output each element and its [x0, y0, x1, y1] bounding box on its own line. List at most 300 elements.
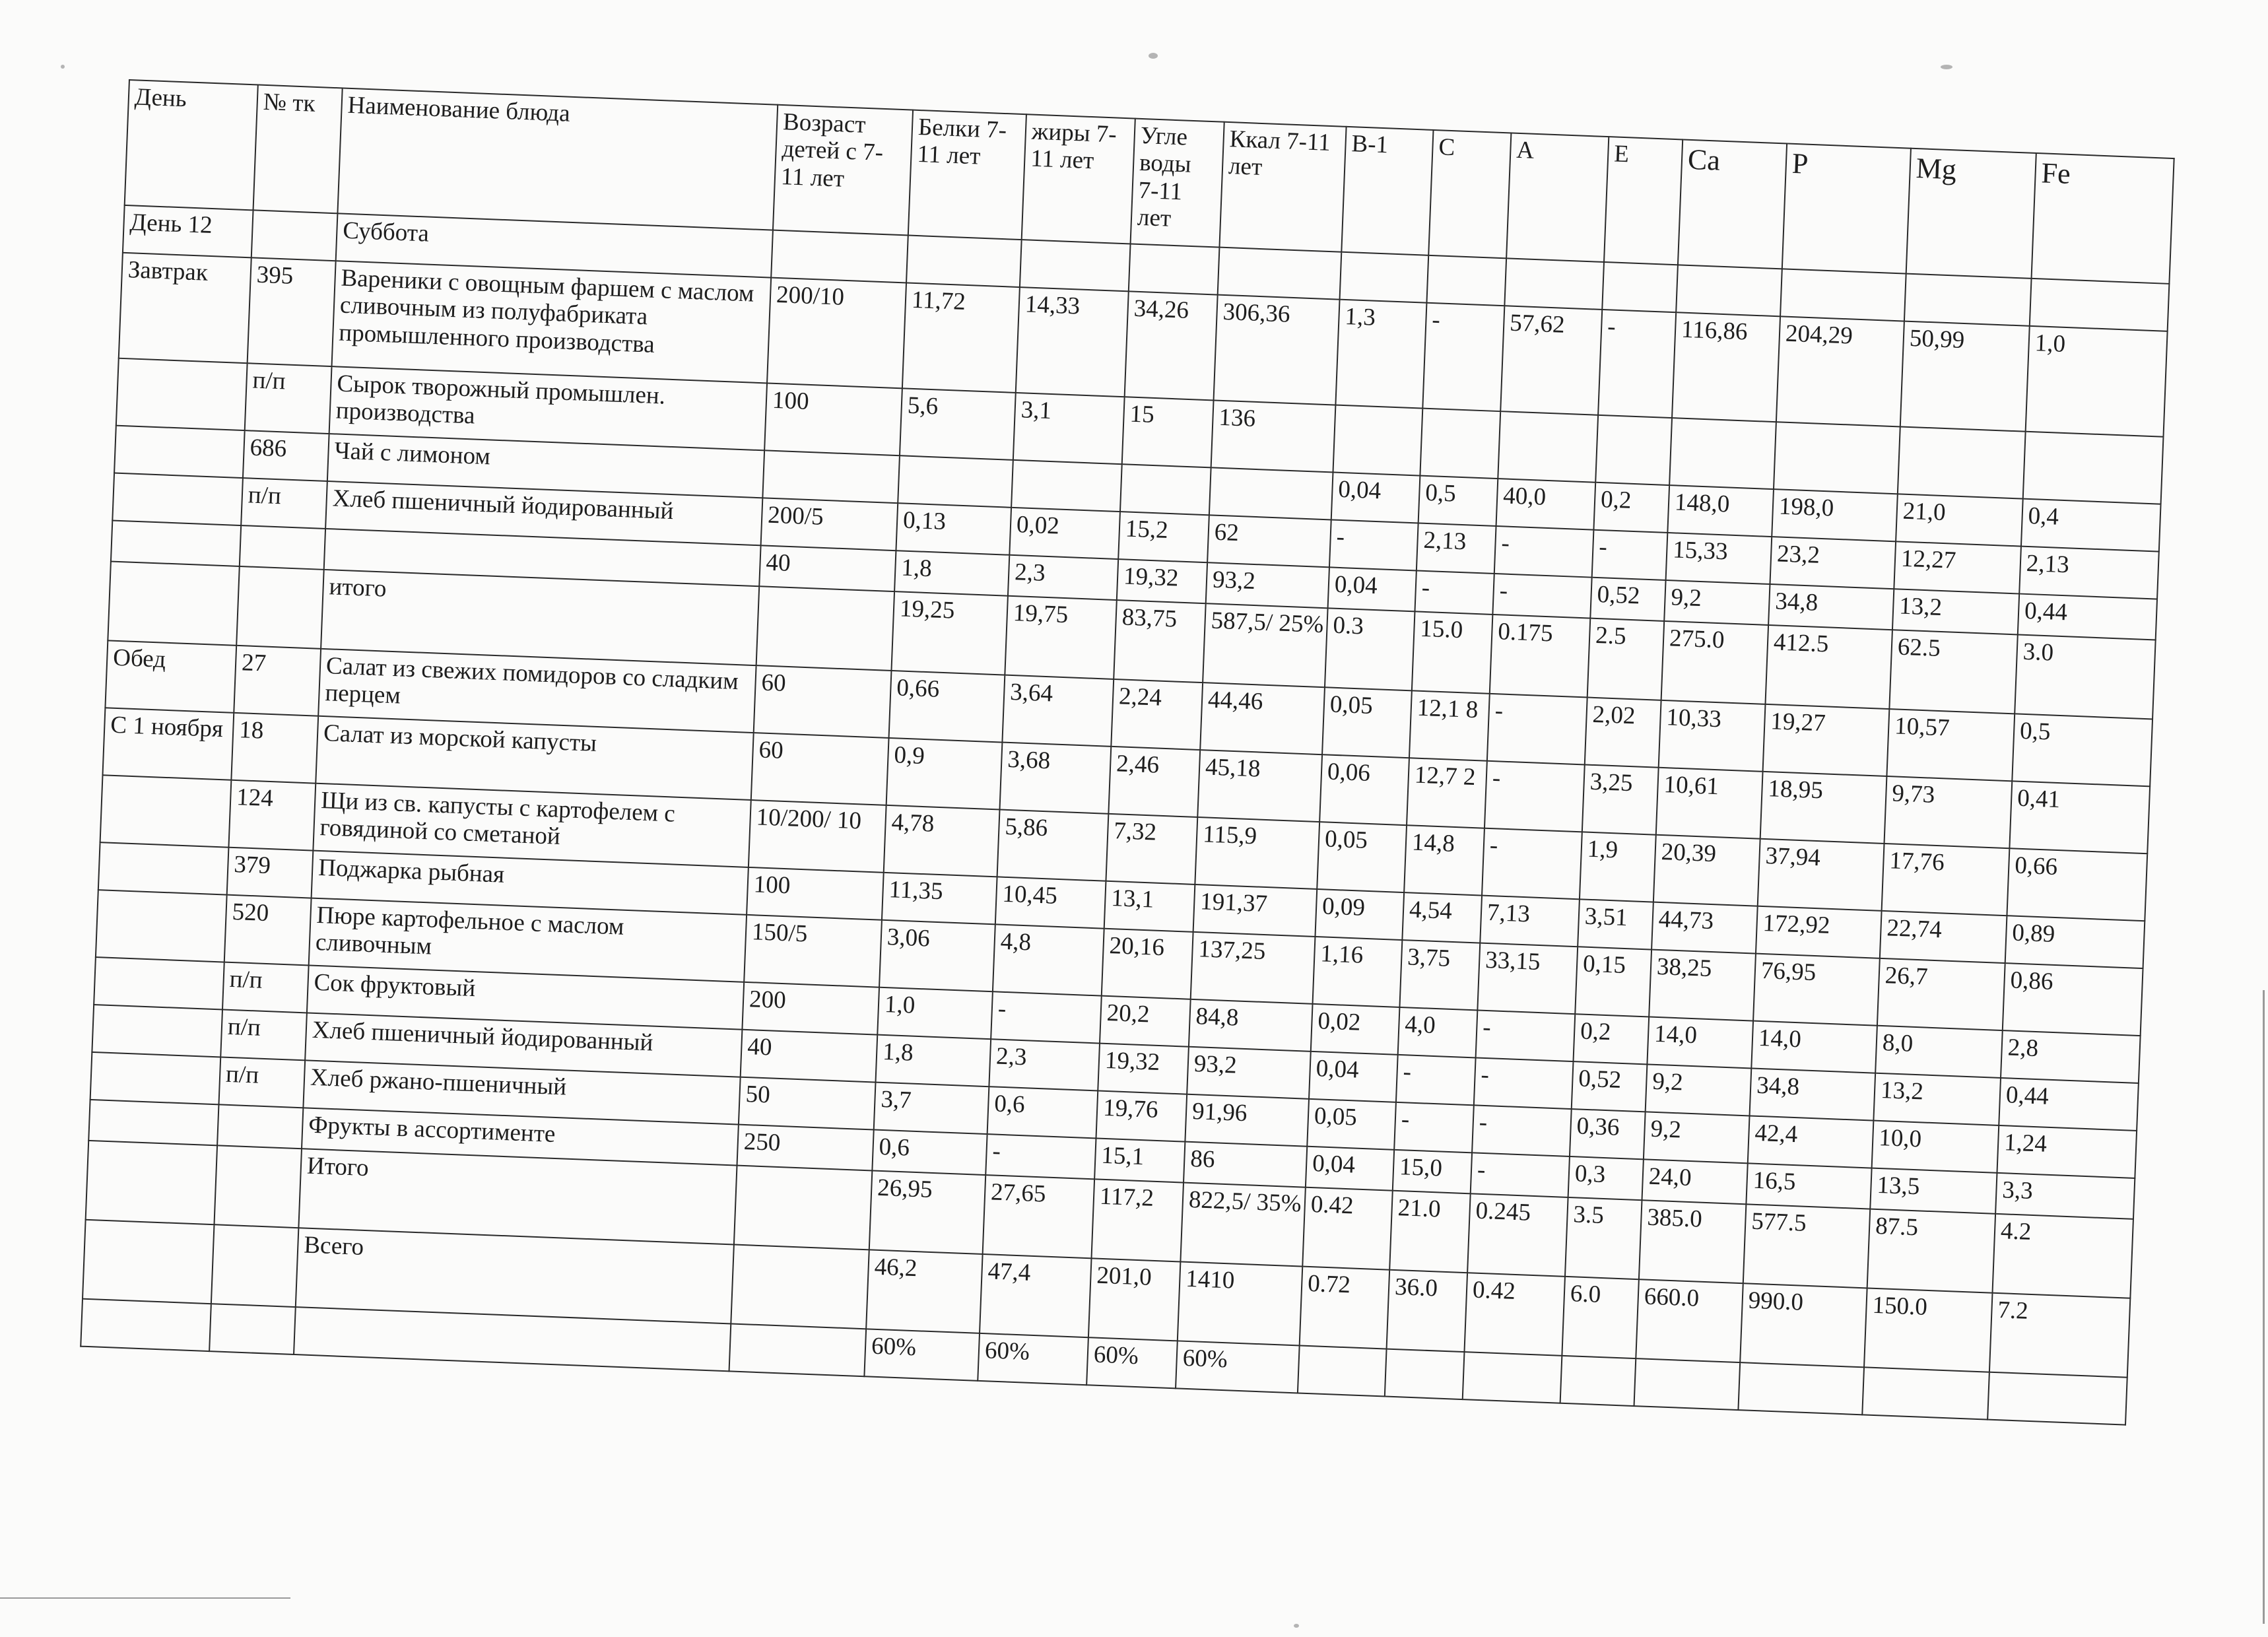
cell-protein: 0,9 — [886, 738, 1003, 810]
day-empty — [1676, 265, 1782, 316]
day-empty — [1904, 274, 2032, 326]
cell-dish: Фрукты в ассортименте — [302, 1108, 739, 1165]
cell-a: 33,15 — [1477, 943, 1578, 1015]
cell-day — [90, 1052, 221, 1104]
cell-c — [1420, 409, 1500, 479]
cell-dish: Хлеб пшеничный йодированный — [325, 481, 762, 545]
cell-c: 14,8 — [1404, 825, 1484, 895]
day-empty — [1504, 258, 1604, 310]
cell-c: - — [1396, 1055, 1476, 1105]
cell-b1: 0,06 — [1319, 754, 1409, 825]
cell-dish: Щи из св. капусты с картофелем с говядиной со сметаной — [313, 784, 750, 867]
cell-ca: 10,61 — [1656, 768, 1763, 839]
cell-ca: 116,86 — [1672, 312, 1780, 422]
cell-ca: 275.0 — [1661, 621, 1768, 704]
header-carb: Угле воды 7-11 лет — [1131, 119, 1224, 248]
cell-carb: 19,76 — [1096, 1090, 1187, 1141]
menu-sheet — [80, 79, 2174, 1426]
cell-fe: 0,86 — [2003, 963, 2143, 1036]
cell-day — [108, 561, 239, 645]
scan-edge-bottom — [0, 1597, 290, 1599]
cell-protein: 11,72 — [902, 283, 1020, 392]
cell-e: 6.0 — [1562, 1277, 1639, 1358]
cell-day — [111, 521, 241, 566]
cell-tk — [240, 525, 325, 570]
cell-c: - — [1422, 303, 1504, 411]
cell-carb: 15,1 — [1094, 1138, 1185, 1182]
cell-p: 18,95 — [1760, 772, 1887, 844]
cell-protein: 11,35 — [882, 873, 997, 925]
cell-day — [81, 1299, 211, 1351]
cell-mg: 13,5 — [1870, 1168, 1997, 1214]
cell-carb: 19,32 — [1098, 1044, 1189, 1094]
cell-kcal: 115,9 — [1195, 817, 1319, 889]
cell-p: 34,8 — [1768, 584, 1894, 630]
cell-dish: Всего — [296, 1228, 734, 1323]
cell-b1: 0,05 — [1307, 1099, 1396, 1150]
cell-fat: 60% — [978, 1333, 1088, 1385]
cell-e: 3,25 — [1582, 764, 1659, 834]
header-b1: В-1 — [1341, 127, 1433, 255]
cell-fe: 1,24 — [1997, 1125, 2137, 1178]
header-tk: № тк — [253, 85, 343, 214]
cell-fe — [1987, 1372, 2127, 1425]
day-empty — [771, 230, 908, 283]
cell-a: - — [1472, 1105, 1572, 1156]
cell-kcal: 91,96 — [1185, 1094, 1309, 1147]
cell-protein: 46,2 — [866, 1250, 982, 1333]
cell-age: 100 — [747, 867, 884, 920]
cell-fe: 0,41 — [2009, 781, 2150, 853]
cell-e: 0,2 — [1573, 1014, 1649, 1064]
cell-fe: 0,4 — [2021, 499, 2161, 552]
cell-carb: 2,24 — [1111, 679, 1203, 750]
cell-tk: п/п — [222, 962, 309, 1013]
cell-fe: 2,8 — [2001, 1030, 2141, 1083]
cell-p: 37,94 — [1758, 839, 1884, 911]
cell-c: 2,13 — [1417, 523, 1496, 573]
cell-c: 15,0 — [1393, 1150, 1472, 1193]
cell-p: 577.5 — [1743, 1204, 1870, 1288]
cell-a: - — [1484, 761, 1585, 832]
cell-c: 4,0 — [1398, 1007, 1478, 1057]
cell-tk: 379 — [227, 848, 314, 898]
cell-tk — [214, 1145, 302, 1228]
cell-kcal: 93,2 — [1206, 562, 1329, 608]
cell-fat: 19,75 — [1005, 596, 1116, 679]
cell-kcal: 306,36 — [1214, 295, 1340, 405]
day-empty — [906, 236, 1022, 288]
cell-p: 172,92 — [1756, 906, 1882, 958]
cell-fat: 3,1 — [1013, 393, 1125, 464]
cell-dish: итого — [321, 570, 759, 665]
cell-tk: 395 — [248, 257, 336, 366]
cell-protein: 1,8 — [876, 1035, 991, 1087]
cell-tk: п/п — [220, 1009, 307, 1060]
cell-p: 76,95 — [1753, 954, 1880, 1026]
day-empty — [1020, 240, 1131, 291]
cell-carb: 201,0 — [1088, 1258, 1181, 1341]
cell-fe: 0,44 — [2018, 594, 2157, 640]
cell-mg: 10,57 — [1886, 709, 2015, 781]
cell-kcal: 137,25 — [1191, 932, 1316, 1004]
cell-protein: 0,66 — [889, 671, 1005, 743]
cell-e: 0,2 — [1593, 483, 1669, 533]
cell-ca: 148,0 — [1667, 485, 1774, 537]
cell-day: Завтрак — [119, 253, 251, 363]
cell-age: 50 — [739, 1077, 876, 1130]
cell-ca — [1634, 1358, 1741, 1410]
cell-carb: 15,2 — [1118, 512, 1209, 562]
cell-c: 12,7 2 — [1407, 758, 1487, 828]
cell-fat: 2,3 — [1008, 555, 1118, 600]
cell-tk — [209, 1304, 296, 1354]
cell-p: 412.5 — [1765, 625, 1892, 709]
cell-c: - — [1415, 570, 1494, 614]
cell-fat: - — [991, 991, 1102, 1043]
cell-protein: 1,0 — [877, 987, 993, 1040]
cell-b1: 0.42 — [1302, 1187, 1393, 1270]
cell-age — [756, 586, 894, 671]
cell-b1: 0,04 — [1328, 567, 1417, 611]
header-day: День — [125, 80, 258, 210]
cell-dish: Хлеб пшеничный йодированный — [305, 1013, 742, 1077]
cell-mg: 9,73 — [1884, 776, 2013, 848]
cell-age: 200/5 — [761, 498, 898, 551]
cell-mg: 13,2 — [1873, 1073, 2001, 1125]
cell-c: 21.0 — [1389, 1191, 1471, 1273]
cell-dish: Салат из свежих помидоров со сладким перцем — [318, 649, 756, 733]
cell-kcal: 84,8 — [1189, 999, 1313, 1052]
day-empty — [1426, 255, 1506, 306]
cell-ca: 20,39 — [1653, 835, 1760, 906]
cell-day — [114, 426, 245, 478]
cell-age: 100 — [764, 383, 902, 455]
cell-b1: 1,16 — [1313, 937, 1403, 1007]
cell-fat: 27,65 — [983, 1175, 1094, 1258]
cell-ca: 660.0 — [1636, 1279, 1743, 1362]
cell-b1: - — [1329, 519, 1418, 570]
cell-day: С 1 ноября — [103, 708, 234, 780]
cell-dish: Вареники с овощным фаршем с маслом сливочным из полуфабриката промышленного производства — [332, 261, 772, 383]
cell-kcal: 62 — [1207, 515, 1331, 567]
cell-e: 0,3 — [1568, 1156, 1644, 1200]
cell-b1: 1,3 — [1335, 300, 1426, 409]
cell-e: 3.5 — [1565, 1197, 1642, 1279]
cell-tk — [211, 1224, 299, 1307]
cell-carb: 34,26 — [1125, 291, 1218, 400]
cell-kcal: 136 — [1211, 400, 1336, 472]
cell-protein: 5,6 — [900, 388, 1016, 460]
cell-age: 200 — [742, 982, 879, 1035]
cell-kcal: 93,2 — [1187, 1047, 1311, 1099]
cell-carb: 15 — [1122, 397, 1214, 467]
cell-carb: 83,75 — [1114, 600, 1206, 683]
cell-b1: 0.3 — [1325, 608, 1415, 690]
cell-fe: 1,0 — [2026, 326, 2168, 437]
cell-age: 60 — [754, 665, 892, 738]
cell-mg: 10,0 — [1872, 1121, 1999, 1173]
cell-fat: 10,45 — [995, 877, 1106, 928]
cell-mg: 12,27 — [1894, 541, 2021, 593]
header-c: С — [1428, 130, 1511, 258]
cell-e: 0,52 — [1590, 578, 1665, 621]
cell-protein: 0,6 — [872, 1130, 987, 1176]
cell-ca: 9,2 — [1646, 1064, 1752, 1116]
cell-carb: 20,16 — [1102, 929, 1193, 999]
cell-fe: 0,5 — [2012, 714, 2152, 786]
cell-mg: 22,74 — [1880, 911, 2007, 963]
cell-a: 40,0 — [1496, 479, 1596, 530]
cell-fe: 3.0 — [2015, 634, 2155, 719]
cell-a: 7,13 — [1480, 896, 1580, 947]
cell-kcal: 86 — [1184, 1142, 1307, 1187]
cell-fat: 2,3 — [989, 1039, 1100, 1090]
cell-age: 40 — [741, 1030, 878, 1083]
header-kcal: Ккал 7-11 лет — [1219, 122, 1346, 252]
cell-kcal: 587,5/ 25% — [1203, 603, 1327, 687]
header-fat: жиры 7-11 лет — [1022, 114, 1135, 244]
cell-tk: п/п — [245, 363, 332, 434]
cell-carb: 2,46 — [1108, 747, 1200, 817]
cell-a — [1498, 411, 1598, 483]
cell-mg — [1898, 426, 2026, 498]
header-a: А — [1506, 133, 1609, 262]
cell-mg: 87.5 — [1867, 1209, 1995, 1293]
cell-protein: 26,95 — [869, 1170, 985, 1254]
cell-p — [1738, 1362, 1864, 1415]
cell-fat: 3,64 — [1002, 675, 1114, 747]
cell-b1: 0,05 — [1317, 822, 1407, 892]
cell-day — [88, 1100, 218, 1145]
cell-c: 4,54 — [1402, 892, 1482, 943]
cell-day — [100, 775, 232, 847]
cell-mg: 21,0 — [1896, 494, 2023, 546]
cell-dish: Чай с лимоном — [327, 434, 764, 498]
cell-e: 3,51 — [1578, 899, 1653, 949]
cell-dish: Хлеб ржано-пшеничный — [303, 1060, 740, 1124]
cell-age — [734, 1166, 872, 1250]
cell-age: 200/10 — [767, 278, 906, 389]
cell-dish: Салат из морской капусты — [316, 716, 753, 800]
cell-mg: 26,7 — [1877, 958, 2005, 1030]
cell-fe: 0,66 — [2007, 848, 2147, 921]
cell-age — [762, 450, 900, 503]
header-dish: Наименование блюда — [337, 88, 778, 230]
cell-c: 36.0 — [1387, 1270, 1468, 1352]
cell-mg: 13,2 — [1892, 589, 2019, 634]
cell-mg: 150.0 — [1864, 1288, 1992, 1372]
day-empty — [1129, 244, 1220, 294]
day-empty — [251, 210, 338, 261]
cell-ca: 10,33 — [1659, 700, 1766, 772]
cell-kcal: 45,18 — [1197, 750, 1322, 822]
cell-fe: 0,44 — [1999, 1078, 2139, 1131]
cell-ca: 38,25 — [1649, 950, 1756, 1021]
cell-carb: 7,32 — [1106, 814, 1197, 885]
cell-fat: 0,6 — [987, 1086, 1098, 1138]
cell-age: 40 — [759, 545, 896, 591]
cell-p — [1774, 422, 1900, 494]
cell-fe: 0,89 — [2005, 916, 2145, 968]
cell-kcal: 44,46 — [1200, 683, 1325, 754]
cell-b1: 0,05 — [1322, 687, 1412, 758]
cell-fat — [1011, 460, 1122, 512]
cell-e: 2,02 — [1585, 698, 1661, 768]
cell-b1 — [1333, 405, 1422, 476]
cell-carb: 60% — [1086, 1337, 1178, 1388]
cell-mg: 50,99 — [1900, 321, 2030, 432]
cell-tk — [217, 1104, 303, 1149]
header-e: Е — [1604, 137, 1683, 265]
cell-tk: п/п — [218, 1057, 305, 1108]
cell-e: - — [1598, 310, 1676, 418]
cell-dish: Сок фруктовый — [307, 965, 744, 1029]
cell-p: 204,29 — [1776, 316, 1904, 426]
cell-p: 23,2 — [1770, 537, 1896, 589]
cell-protein: 0,13 — [896, 503, 1011, 555]
cell-fat: 0,02 — [1009, 508, 1120, 559]
cell-tk — [236, 566, 324, 649]
scan-edge-right — [2263, 990, 2265, 1624]
day-empty — [1340, 252, 1429, 303]
cell-age: 10/200/ 10 — [749, 800, 886, 873]
cell-protein: 4,78 — [884, 805, 1000, 877]
cell-b1: 0,04 — [1331, 472, 1420, 523]
cell-mg: 62.5 — [1889, 630, 2017, 714]
cell-ca: 14,0 — [1647, 1017, 1753, 1068]
cell-p: 14,0 — [1751, 1021, 1877, 1073]
header-mg: Mg — [1906, 149, 2036, 279]
cell-ca: 44,73 — [1651, 902, 1758, 954]
cell-ca: 15,33 — [1666, 533, 1772, 584]
cell-tk: 27 — [234, 646, 321, 716]
cell-c: 15.0 — [1412, 611, 1493, 693]
cell-day — [116, 358, 248, 430]
day-empty — [1602, 262, 1678, 312]
cell-b1: 0,04 — [1306, 1147, 1394, 1191]
header-p: Р — [1782, 144, 1911, 274]
cell-a: - — [1476, 1010, 1576, 1061]
cell-e: 0,52 — [1572, 1061, 1648, 1112]
cell-age: 60 — [751, 733, 889, 805]
cell-c: 0,5 — [1418, 476, 1498, 526]
header-ca: Са — [1678, 139, 1787, 269]
cell-e: 0,15 — [1575, 947, 1651, 1017]
cell-fe: 4.2 — [1992, 1214, 2133, 1298]
header-fe: Fe — [2032, 153, 2174, 284]
cell-day — [96, 890, 227, 962]
cell-ca: 24,0 — [1642, 1159, 1747, 1204]
cell-p: 990.0 — [1740, 1283, 1867, 1367]
cell-protein: 3,7 — [874, 1083, 989, 1135]
menu-table — [80, 79, 2174, 1426]
cell-kcal: 60% — [1176, 1341, 1300, 1393]
cell-carb — [1120, 464, 1211, 515]
cell-tk: 520 — [224, 895, 312, 966]
day-empty — [2030, 279, 2170, 331]
cell-a: - — [1487, 694, 1587, 765]
cell-protein: 19,25 — [891, 591, 1007, 675]
cell-fe: 7.2 — [1989, 1293, 2130, 1378]
cell-a: 0.42 — [1464, 1273, 1564, 1356]
cell-ca: 385.0 — [1639, 1200, 1746, 1283]
cell-kcal: 822,5/ 35% — [1180, 1183, 1305, 1267]
cell-protein — [898, 455, 1013, 508]
cell-c — [1385, 1349, 1465, 1399]
cell-p: 34,8 — [1750, 1068, 1876, 1120]
cell-tk: 686 — [243, 430, 329, 481]
cell-age: 150/5 — [744, 915, 882, 987]
cell-p: 198,0 — [1772, 489, 1898, 541]
cell-ca: 9,2 — [1664, 580, 1770, 625]
cell-protein: 1,8 — [894, 551, 1009, 596]
cell-kcal: 191,37 — [1193, 885, 1317, 937]
cell-day — [92, 1005, 222, 1057]
cell-fat: - — [985, 1134, 1096, 1179]
header-protein: Белки 7-11 лет — [908, 110, 1026, 240]
cell-age — [729, 1323, 867, 1376]
cell-dish: Итого — [298, 1149, 737, 1244]
cell-a: 57,62 — [1500, 306, 1602, 415]
weekday-label: Суббота — [336, 213, 773, 277]
cell-ca — [1669, 418, 1776, 489]
cell-b1 — [1298, 1346, 1387, 1397]
cell-kcal: 1410 — [1178, 1261, 1302, 1345]
cell-day — [94, 957, 224, 1009]
cell-carb: 117,2 — [1092, 1179, 1184, 1261]
day-label: День 12 — [123, 205, 253, 257]
cell-e — [1560, 1356, 1636, 1406]
cell-c: 3,75 — [1399, 940, 1480, 1010]
cell-day — [112, 473, 243, 525]
cell-kcal — [1209, 467, 1333, 519]
day-empty — [1218, 248, 1342, 300]
cell-fe: 2,13 — [2019, 547, 2159, 599]
cell-a — [1463, 1352, 1562, 1403]
cell-fe: 3,3 — [1995, 1173, 2135, 1219]
cell-fat: 47,4 — [980, 1254, 1091, 1337]
cell-a: - — [1474, 1057, 1574, 1109]
scan-speck — [1149, 53, 1158, 59]
cell-tk: 18 — [231, 713, 318, 784]
cell-c: 12,1 8 — [1409, 690, 1490, 760]
cell-tk: п/п — [241, 478, 327, 529]
cell-b1: 0,09 — [1315, 889, 1404, 940]
cell-e: - — [1592, 530, 1668, 580]
cell-a: - — [1482, 828, 1582, 900]
cell-e: 0,36 — [1570, 1109, 1646, 1159]
cell-dish: Поджарка рыбная — [312, 851, 749, 915]
cell-carb: 13,1 — [1104, 881, 1195, 932]
cell-protein: 3,06 — [879, 920, 995, 992]
cell-age — [731, 1244, 869, 1329]
cell-carb: 19,32 — [1117, 559, 1207, 603]
cell-e — [1595, 415, 1672, 485]
cell-a: - — [1492, 574, 1591, 618]
cell-dish: Сырок творожный промышлен. производства — [329, 366, 767, 450]
day-empty — [1780, 269, 1906, 321]
cell-p: 16,5 — [1746, 1163, 1871, 1209]
scan-speck — [1941, 65, 1952, 69]
cell-fe — [2023, 432, 2164, 504]
cell-ca: 9,2 — [1644, 1112, 1750, 1163]
cell-day — [98, 842, 229, 894]
cell-a: - — [1471, 1153, 1570, 1197]
cell-a: 0.245 — [1467, 1193, 1568, 1277]
cell-age: 250 — [737, 1125, 874, 1171]
cell-day: Обед — [105, 640, 236, 712]
